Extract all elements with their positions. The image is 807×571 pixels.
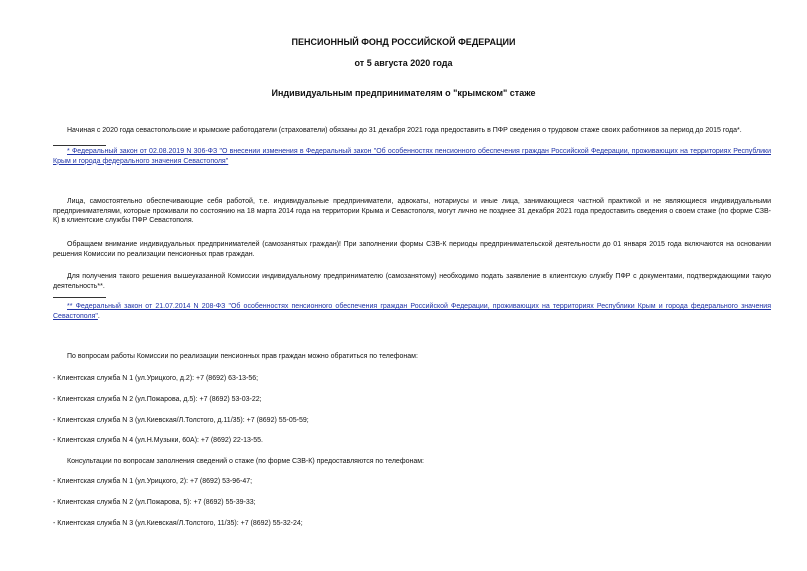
- commission-decision-paragraph: Для получения такого решения вышеуказанной Комиссии индивидуальному предпринимателю (самозанятому) необходимо подать заявление в клиентскую службу ПФР с документами, подтверждающими такую деятельность**.: [53, 273, 771, 290]
- consult-phone-item: - Клиентская служба N 3 (ул.Киевская/Л.Толстого, 11/35): +7 (8692) 55-32-24;: [53, 520, 303, 527]
- consult-phone-item: - Клиентская служба N 2 (ул.Пожарова, 5): +7 (8692) 55-39-33;: [53, 499, 256, 506]
- commission-phone-item: - Клиентская служба N 4 (ул.Н.Музыки, 60А): +7 (8692) 22-13-55.: [53, 437, 263, 444]
- attention-paragraph: Обращаем внимание индивидуальных предпринимателей (самозанятых граждан)! При заполнении формы СЗВ-К периоды предпринимательской деятельности до 01 января 2015 года включаются на основании решения Комиссии по реализации пенсионных прав граждан.: [53, 241, 771, 258]
- consult-phone-item: - Клиентская служба N 1 (ул.Урицкого, 2): +7 (8692) 53-96-47;: [53, 478, 253, 485]
- commission-phones-intro: По вопросам работы Комиссии по реализации пенсионных прав граждан можно обратиться по телефонам:: [67, 353, 418, 360]
- self-employed-paragraph: Лица, самостоятельно обеспечивающие себя работой, т.е. индивидуальные предприниматели, адвокаты, нотариусы и иные лица, занимающиеся частной практикой и не являющиеся индивидуальными предпринимателями, которые проживали по состоянию на 18 марта 2014 года на территории Крыма и Севастополя, могут лично не позднее 31 декабря 2021 года предоставить сведения о своем стаже (по форме СЗВ-К) в клиентские службы ПФР Севастополя.: [53, 198, 771, 224]
- footnote-divider: [53, 145, 106, 146]
- footnote-1-link[interactable]: * Федеральный закон от 02.08.2019 N 306-ФЗ "О внесении изменения в Федеральный закон "Об особенностях пенсионного обеспечения граждан Российской Федерации, проживающих на территориях Республики Крым и города федерального значения Севастополя": [53, 148, 771, 165]
- intro-paragraph: Начиная с 2020 года севастопольские и крымские работодатели (страхователи) обязаны до 31 декабря 2021 года предоставить в ПФР сведения о трудовом стаже своих работников за период до 2015 года*.: [67, 127, 742, 134]
- commission-phone-item: - Клиентская служба N 1 (ул.Урицкого, д.2): +7 (8692) 63-13-56;: [53, 375, 259, 382]
- footnote-2-end: .: [97, 312, 100, 320]
- consult-phones-intro: Консультации по вопросам заполнения сведений о стаже (по форме СЗВ-К) предоставляются по телефонам:: [67, 458, 424, 465]
- document-title: Индивидуальным предпринимателям о "крымском" стаже: [271, 88, 536, 98]
- footnote-divider: [53, 297, 106, 298]
- document-org: ПЕНСИОННЫЙ ФОНД РОССИЙСКОЙ ФЕДЕРАЦИИ: [291, 37, 516, 47]
- footnote-2-link[interactable]: ** Федеральный закон от 21.07.2014 N 208-ФЗ "Об особенностях пенсионного обеспечения граждан Российской Федерации, проживающих на территориях Республики Крым и города федерального значения Севастополя": [53, 303, 771, 320]
- footnote-2: [53, 302, 771, 321]
- commission-phone-item: - Клиентская служба N 2 (ул.Пожарова, д.5): +7 (8692) 53-03-22;: [53, 396, 262, 403]
- footnote-1: [53, 147, 771, 166]
- commission-phone-item: - Клиентская служба N 3 (ул.Киевская/Л.Толстого, д.11/35): +7 (8692) 55-05-59;: [53, 417, 309, 424]
- document-date: от 5 августа 2020 года: [354, 58, 453, 68]
